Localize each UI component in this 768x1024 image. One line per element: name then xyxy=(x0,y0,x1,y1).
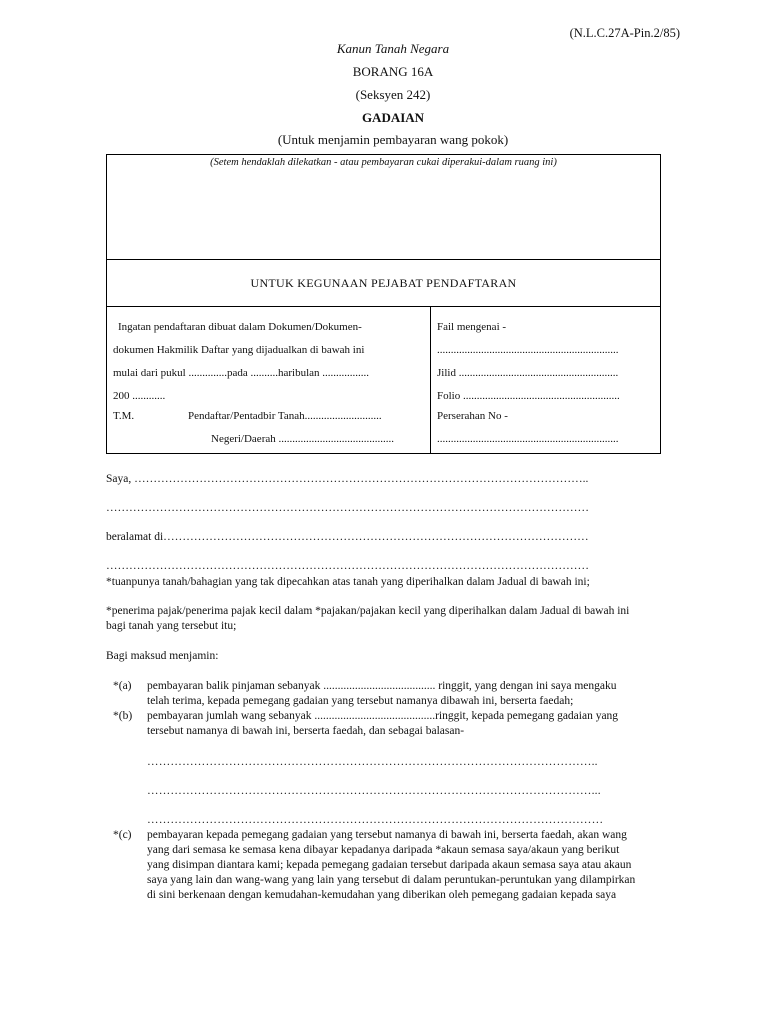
document-title: GADAIAN xyxy=(361,110,425,125)
clause-c-line: pembayaran kepada pemegang gadaian yang tersebut namanya di bawah ini, berserta faedah, akan wang xyxy=(147,829,627,841)
registrar-line: Pendaftar/Pentadbir Tanah............................ xyxy=(188,410,382,422)
lessee-clause-line: *penerima pajak/penerima pajak kecil dalam *pajakan/pajakan kecil yang diperihalkan dalam Jadual di bawah ini xyxy=(106,605,630,617)
office-use-heading: UNTUK KEGUNAAN PEJABAT PENDAFTARAN xyxy=(107,260,660,307)
file-ref-dots: .................................................................. xyxy=(437,344,619,356)
form-reference: (N.L.C.27A-Pin.2/85) xyxy=(569,26,680,40)
clause-b-dotted-line: ……………………………………………………………………………………………………... xyxy=(147,785,601,797)
clause-a-marker: *(a) xyxy=(113,680,132,692)
dotted-line: ……………………………………………………………………………………………………………… xyxy=(106,560,589,572)
memorial-line: Ingatan pendaftaran dibuat dalam Dokumen/Dokumen- xyxy=(118,321,362,333)
presentation-dots: .................................................................. xyxy=(437,433,619,445)
clause-c-line: di sini berkenaan dengan kemudahan-kemudahan yang diberikan oleh pemegang gadaian kepada saya xyxy=(147,889,617,901)
form-number: BORANG 16A xyxy=(352,64,434,79)
stamp-area xyxy=(107,155,660,260)
dotted-line: ……………………………………………………………………………………………………………… xyxy=(106,502,589,514)
lessee-clause-line: bagi tanah yang tersebut itu; xyxy=(106,620,237,632)
clause-b-line: tersebut namanya di bawah ini, berserta faedah, dan sebagai balasan- xyxy=(147,725,465,737)
state-line: Negeri/Daerah .......................................... xyxy=(211,433,394,445)
clause-b-dotted-line: …………………………………………………………………………………………………….. xyxy=(147,756,598,768)
address-line: beralamat di………………………………………………………………………………………………… xyxy=(106,531,589,543)
presentation-label: Perserahan No - xyxy=(437,410,508,422)
registration-memorial xyxy=(107,306,431,453)
tm-label: T.M. xyxy=(113,410,135,422)
purpose-heading: Bagi maksud menjamin: xyxy=(106,650,219,662)
clause-c-line: yang dari semasa ke semasa kena dibayar kepadanya daripada *akaun semasa saya/akaun yang berikut xyxy=(147,844,620,856)
file-details xyxy=(431,306,661,453)
clause-b-line: pembayaran jumlah wang sebanyak ..........................................ringgit, kepada pemegang gadaian yang xyxy=(147,710,619,722)
clause-a-line: pembayaran balik pinjaman sebanyak ....................................... ringgit, yang dengan ini saya mengaku xyxy=(147,680,617,692)
clause-c-line: yang disimpan diantara kami; kepada pemegang gadaian tersebut daripada akaun semasa saya atau akaun xyxy=(147,859,632,871)
proprietor-clause: *tuanpunya tanah/bahagian yang tak dipecahkan atas tanah yang diperihalkan dalam Jadual di bawah ini; xyxy=(106,576,590,588)
clause-c-marker: *(c) xyxy=(113,829,132,841)
memorial-line: 200 ............ xyxy=(113,390,166,402)
folio-line: Folio ......................................................... xyxy=(437,390,620,402)
clause-c-line: saya yang lain dan wang-wang yang lain yang tersebut di dalam peruntukan-peruntukan yang dilampirkan xyxy=(147,874,636,886)
memorial-line: dokumen Hakmilik Daftar yang dijadualkan di bawah ini xyxy=(113,344,365,356)
volume-line: Jilid .......................................................... xyxy=(437,367,619,379)
stamp-note: (Setem hendaklah dilekatkan - atau pembayaran cukai diperakui-dalam ruang ini) xyxy=(210,157,557,168)
clause-a-line: telah terima, kepada pemegang gadaian yang tersebut namanya dibawah ini, berserta faedah; xyxy=(147,695,574,707)
memorial-line: mulai dari pukul ..............pada ..........haribulan ................. xyxy=(113,367,370,379)
section-reference: (Seksyen 242) xyxy=(355,87,431,102)
file-ref-label: Fail mengenai - xyxy=(437,321,507,333)
registry-box xyxy=(106,154,661,454)
clause-b-marker: *(b) xyxy=(113,710,133,722)
document-subtitle: (Untuk menjamin pembayaran wang pokok) xyxy=(277,132,509,147)
act-title: Kanun Tanah Negara xyxy=(336,41,450,56)
name-line: Saya, ……………………………………………………………………………………………………….. xyxy=(106,473,589,485)
clause-b-dotted-line: ……………………………………………………………………………………………………… xyxy=(147,814,604,826)
